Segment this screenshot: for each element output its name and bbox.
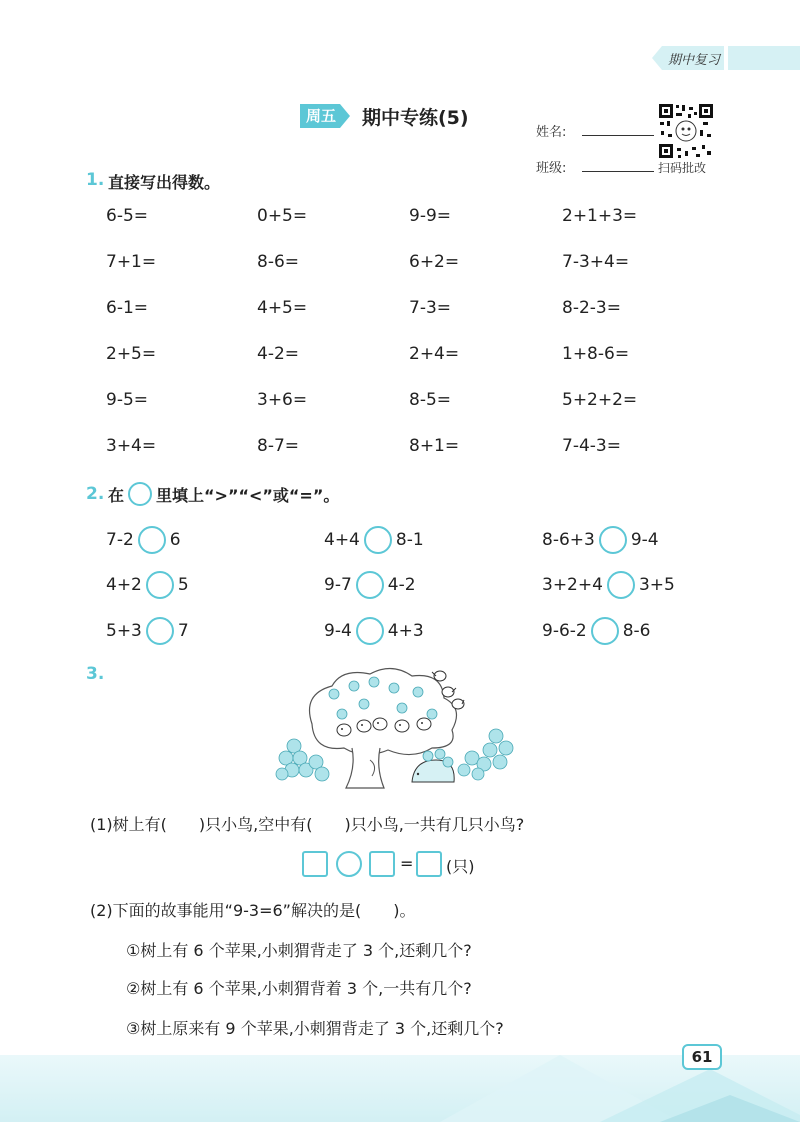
day-badge: 周五	[300, 104, 340, 128]
qr-label: 扫码批改	[658, 161, 707, 175]
compare-left: 8-6+3	[542, 530, 595, 550]
compare-item	[324, 526, 424, 554]
option-3: ③树上原来有 9 个苹果,小刺猬背走了 3 个,还剩几个?	[126, 1019, 504, 1038]
answer-box[interactable]	[302, 851, 328, 877]
unit-label: (只)	[446, 857, 475, 876]
compare-right: 5	[177, 575, 189, 595]
compare-item	[106, 571, 189, 599]
page-title: 期中专练(5)	[362, 107, 469, 129]
section1-number: 1.	[86, 170, 105, 190]
class-field[interactable]	[582, 171, 654, 172]
result-box[interactable]	[416, 851, 442, 877]
chapter-tag-label: 期中复习	[668, 53, 721, 68]
calc-item: 8-2-3=	[562, 298, 621, 318]
compare-item	[324, 571, 416, 599]
calc-item: 8-7=	[257, 436, 300, 456]
compare-left: 3+2+4	[542, 575, 603, 595]
name-field[interactable]	[582, 135, 654, 136]
compare-right: 8-1	[395, 530, 424, 550]
tree-birds-hedgehog-illustration	[272, 664, 522, 794]
compare-answer-circle[interactable]	[146, 571, 174, 599]
compare-answer-circle[interactable]	[364, 526, 392, 554]
compare-answer-circle[interactable]	[356, 617, 384, 645]
question-2: (2)下面的故事能用“9-3=6”解决的是( )。	[90, 901, 416, 920]
circle-icon	[128, 482, 152, 506]
section2-number: 2.	[86, 484, 105, 504]
tag-stripe	[724, 46, 728, 70]
page-number: 61	[682, 1044, 722, 1070]
compare-item	[542, 571, 675, 599]
compare-answer-circle[interactable]	[146, 617, 174, 645]
calc-item: 6-5=	[106, 206, 149, 226]
calc-item: 7-3+4=	[562, 252, 630, 272]
calc-item: 7-4-3=	[562, 436, 621, 456]
compare-right: 4+3	[387, 621, 424, 641]
tag-notch	[652, 46, 662, 70]
calc-item: 9-9=	[409, 206, 452, 226]
calc-item: 5+2+2=	[562, 390, 638, 410]
calc-item: 7-3=	[409, 298, 452, 318]
calc-item: 6+2=	[409, 252, 460, 272]
calc-item: 8+1=	[409, 436, 460, 456]
compare-left: 9-6-2	[542, 621, 587, 641]
compare-right: 4-2	[387, 575, 416, 595]
compare-item	[324, 617, 424, 645]
compare-right: 9-4	[630, 530, 659, 550]
compare-item	[542, 526, 659, 554]
compare-right: 7	[177, 621, 189, 641]
section2-instruction-post: 里填上“>”“<”或“=”。	[156, 485, 340, 505]
compare-left: 4+2	[106, 575, 142, 595]
compare-answer-circle[interactable]	[607, 571, 635, 599]
section3-number: 3.	[86, 664, 105, 684]
calc-item: 4-2=	[257, 344, 300, 364]
compare-item	[106, 617, 189, 645]
section2-instruction-pre: 在	[108, 485, 125, 505]
calc-item: 4+5=	[257, 298, 308, 318]
question-1: (1)树上有( )只小鸟,空中有( )只小鸟,一共有几只小鸟?	[90, 815, 525, 834]
compare-answer-circle[interactable]	[591, 617, 619, 645]
compare-right: 8-6	[622, 621, 651, 641]
compare-left: 9-4	[324, 621, 352, 641]
compare-left: 9-7	[324, 575, 352, 595]
compare-left: 4+4	[324, 530, 360, 550]
compare-right: 3+5	[638, 575, 675, 595]
class-label: 班级:	[536, 161, 567, 176]
compare-answer-circle[interactable]	[356, 571, 384, 599]
calc-item: 2+4=	[409, 344, 460, 364]
section2-instruction	[108, 482, 339, 506]
compare-right: 6	[169, 530, 181, 550]
calc-item: 6-1=	[106, 298, 149, 318]
option-2: ②树上有 6 个苹果,小刺猬背着 3 个,一共有几个?	[126, 979, 472, 998]
compare-item	[542, 617, 651, 645]
calc-item: 2+5=	[106, 344, 157, 364]
calc-item: 8-6=	[257, 252, 300, 272]
section1-instruction: 直接写出得数。	[108, 173, 221, 192]
calc-item: 2+1+3=	[562, 206, 638, 226]
equals-sign: =	[400, 854, 414, 873]
calc-item: 3+6=	[257, 390, 308, 410]
operator-circle[interactable]	[336, 851, 362, 877]
calc-item: 3+4=	[106, 436, 157, 456]
footer-decoration	[0, 1055, 800, 1122]
compare-answer-circle[interactable]	[138, 526, 166, 554]
compare-left: 5+3	[106, 621, 142, 641]
calc-item: 9-5=	[106, 390, 149, 410]
option-1: ①树上有 6 个苹果,小刺猬背走了 3 个,还剩几个?	[126, 941, 472, 960]
compare-answer-circle[interactable]	[599, 526, 627, 554]
calc-item: 7+1=	[106, 252, 157, 272]
name-label: 姓名:	[536, 125, 567, 140]
qr-code-icon[interactable]	[658, 103, 714, 159]
compare-item	[106, 526, 181, 554]
calc-item: 0+5=	[257, 206, 308, 226]
calc-item: 1+8-6=	[562, 344, 630, 364]
calc-item: 8-5=	[409, 390, 452, 410]
compare-left: 7-2	[106, 530, 134, 550]
chapter-tag	[652, 46, 800, 70]
answer-box[interactable]	[369, 851, 395, 877]
